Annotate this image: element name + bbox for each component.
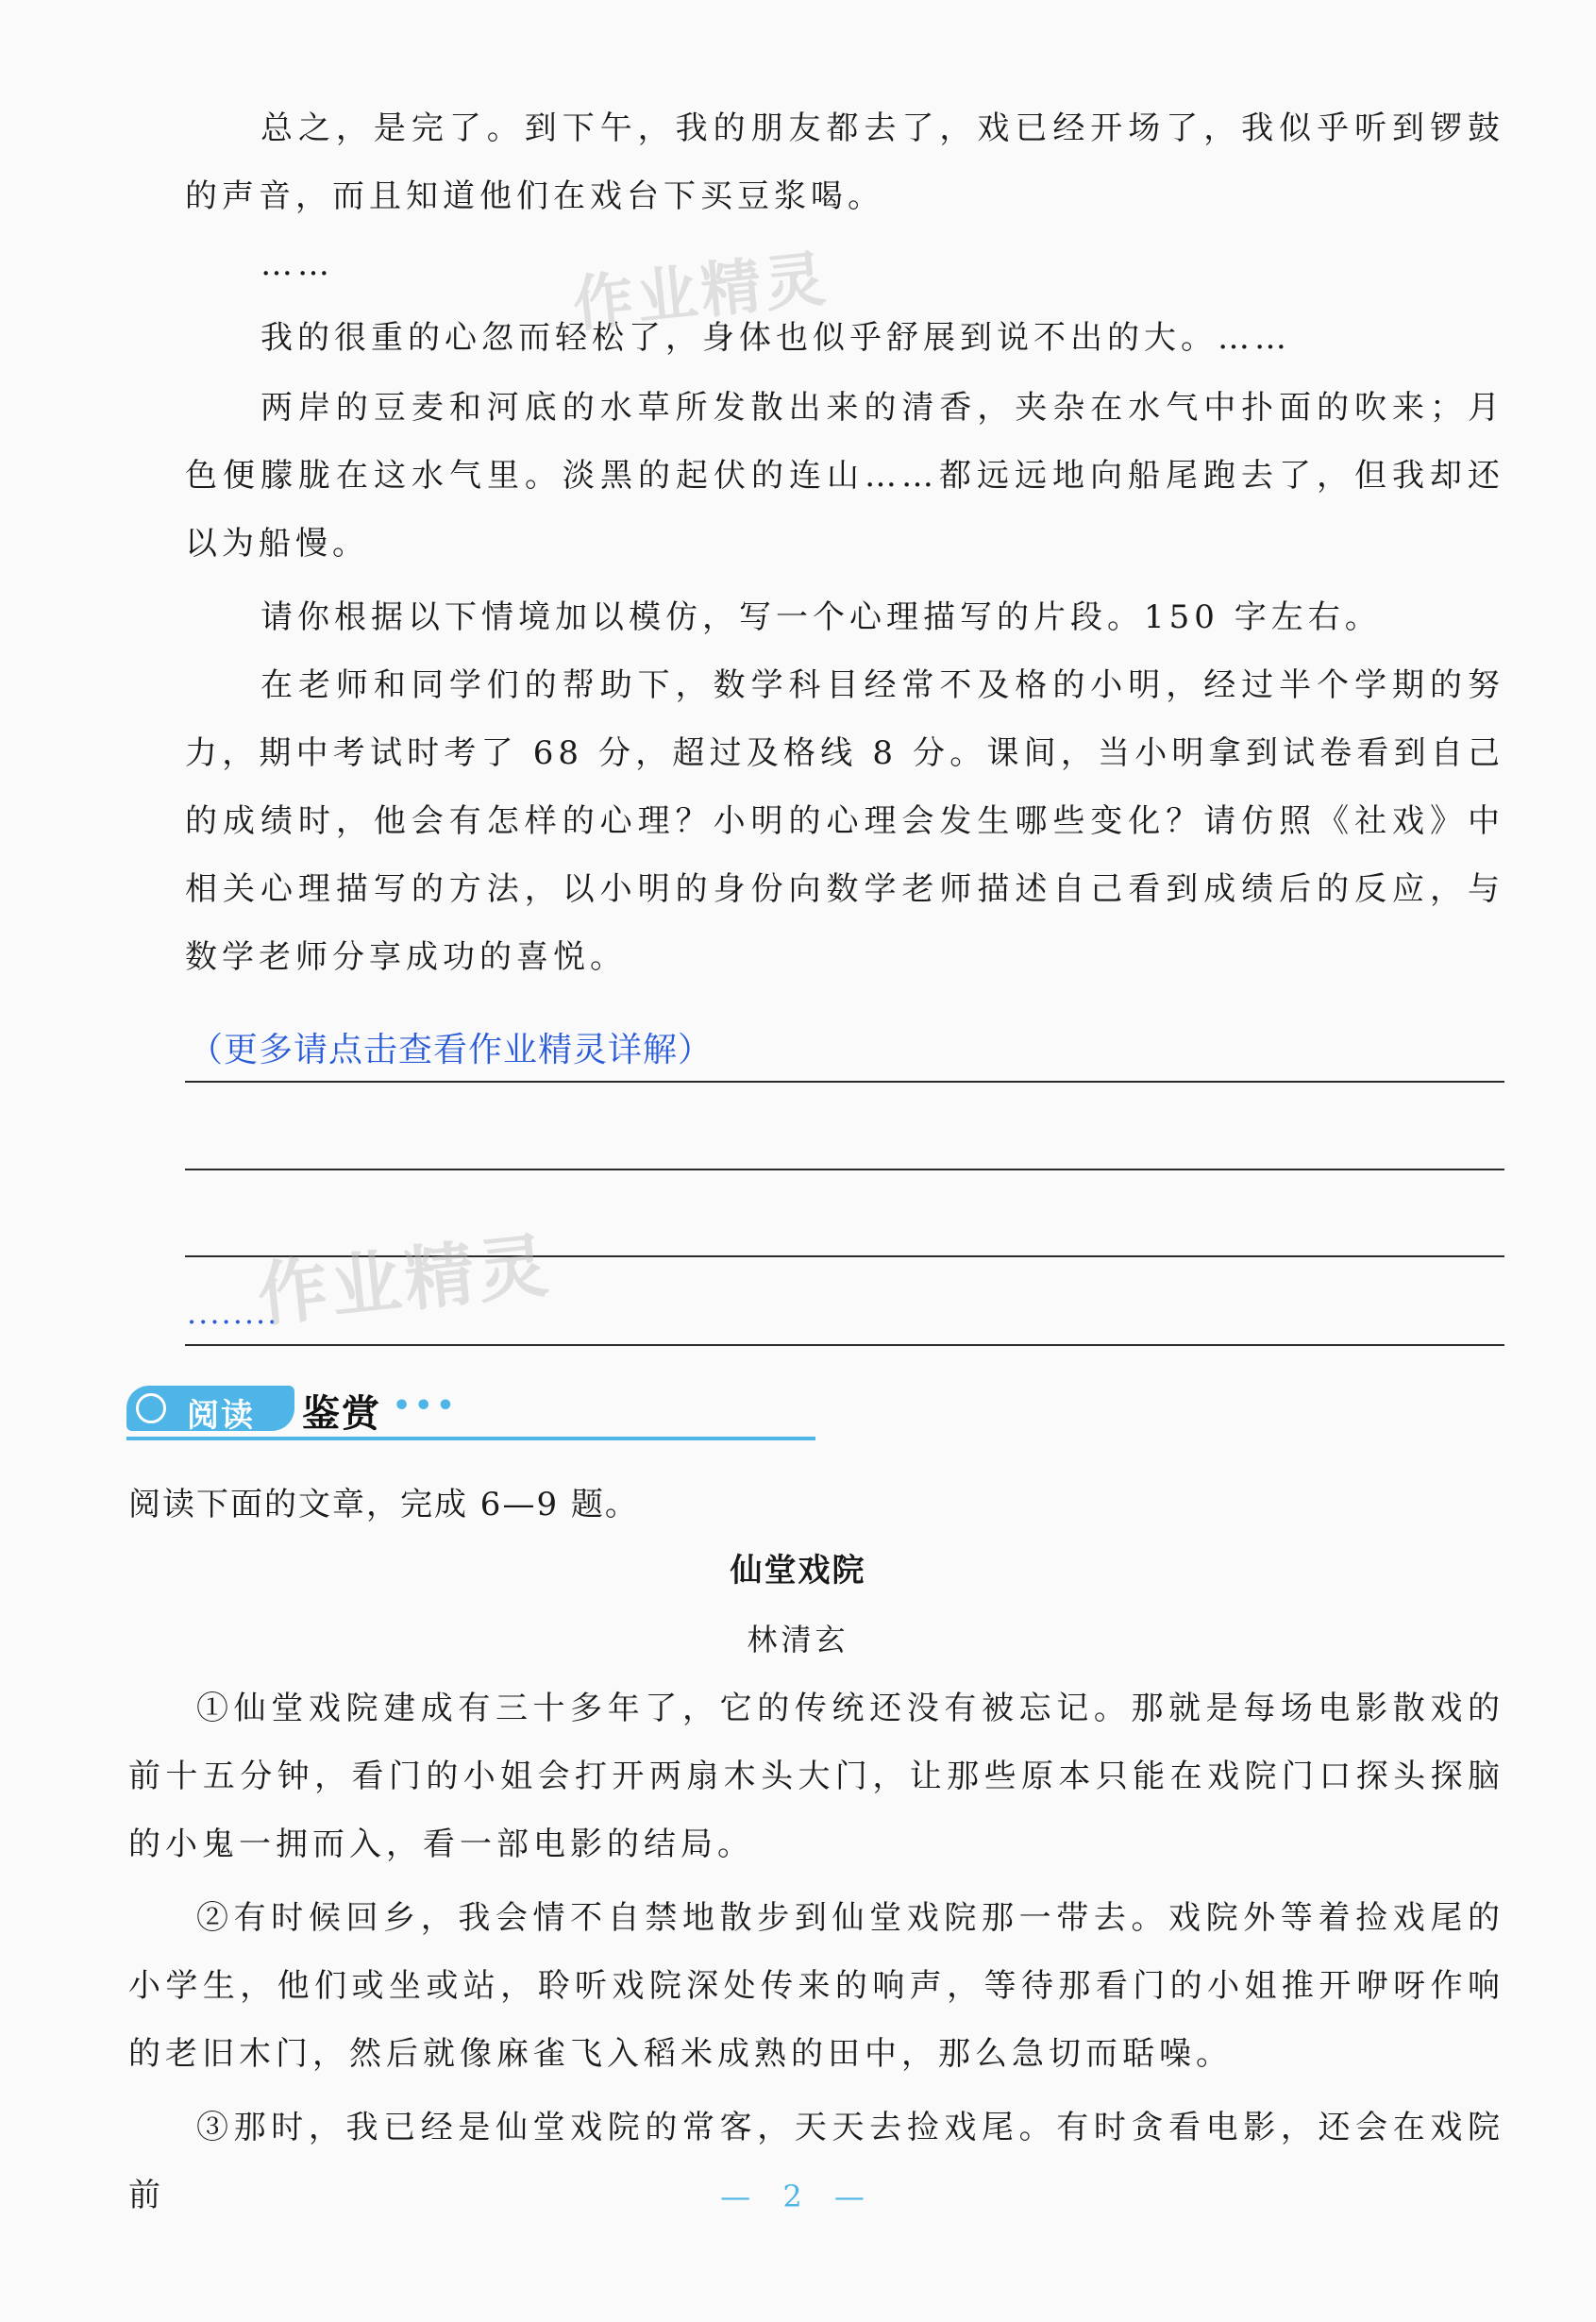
reading-instruction: 阅读下面的文章，完成 6—9 题。 — [128, 1486, 639, 1523]
excerpt-paragraph-1: 总之，是完了。到下午，我的朋友都去了，戏已经开场了，我似乎听到锣鼓的声音，而且知道他们在戏台下买豆浆喝。 — [185, 109, 1504, 215]
watermark-top: 作业精灵 — [569, 244, 832, 341]
book-icon — [136, 1393, 166, 1423]
answer-line-3 — [185, 1255, 1504, 1257]
answer-line-4 — [185, 1344, 1504, 1346]
more-content-dots: ........ — [187, 1295, 279, 1331]
article-author: 林清玄 — [747, 1622, 849, 1657]
excerpt-paragraph-3: 两岸的豆麦和河底的水草所发散出来的清香，夹杂在水气中扑面的吹来；月色便朦胧在这水气里。淡黑的起伏的连山……都远远地向船尾跑去了，但我却还以为船慢。 — [185, 389, 1504, 563]
section-title: 鉴赏 — [302, 1392, 381, 1436]
excerpt-paragraph-2: 我的很重的心忽而轻松了，身体也似乎舒展到说不出的大。…… — [260, 319, 1291, 357]
article-title: 仙堂戏院 — [730, 1552, 866, 1590]
section-badge — [126, 1386, 294, 1435]
watermark-middle: 作业精灵 — [253, 1224, 556, 1338]
answer-line-1 — [185, 1081, 1504, 1083]
reading-section-header — [126, 1380, 815, 1446]
task-instruction: 请你根据以下情境加以模仿，写一个心理描写的片段。150 字左右。 — [260, 598, 1382, 636]
article-paragraph-1: ①仙堂戏院建成有三十多年了，它的传统还没有被忘记。那就是每场电影散戏的前十五分钟，看门的小姐会打开两扇木头大门，让那些原本只能在戏院门口探头探脑的小鬼一拥而入，看一部电影的结局。 — [128, 1690, 1504, 1863]
page-number: — 2 — — [720, 2179, 876, 2214]
section-underline — [126, 1437, 815, 1440]
section-badge-label: 阅读 — [187, 1397, 255, 1435]
task-scenario: 在老师和同学们的帮助下，数学科目经常不及格的小明，经过半个学期的努力，期中考试时考了 68 分，超过及格线 8 分。课间，当小明拿到试卷看到自己的成绩时，他会有怎样的心理？小明的心理会发生哪些变化？请仿照《社戏》中相关心理描写的方法，以小明的身份向数学老师描述自己看到成绩后的反应，与数学老师分享成功的喜悦。 — [185, 666, 1504, 976]
answer-line-2 — [185, 1169, 1504, 1170]
excerpt-ellipsis: …… — [260, 245, 334, 283]
section-dots: ••• — [393, 1389, 459, 1422]
view-detailed-answer-link[interactable]: （更多请点击查看作业精灵详解） — [189, 1031, 714, 1069]
article-paragraph-2: ②有时候回乡，我会情不自禁地散步到仙堂戏院那一带去。戏院外等着捡戏尾的小学生，他们或坐或站，聆听戏院深处传来的响声，等待那看门的小姐推开咿呀作响的老旧木门，然后就像麻雀飞入稻米成熟的田中，那么急切而聒噪。 — [128, 1899, 1504, 2073]
article-paragraph-3: ③那时，我已经是仙堂戏院的常客，天天去捡戏尾。有时贪看电影，还会在戏院前 — [128, 2109, 1504, 2214]
